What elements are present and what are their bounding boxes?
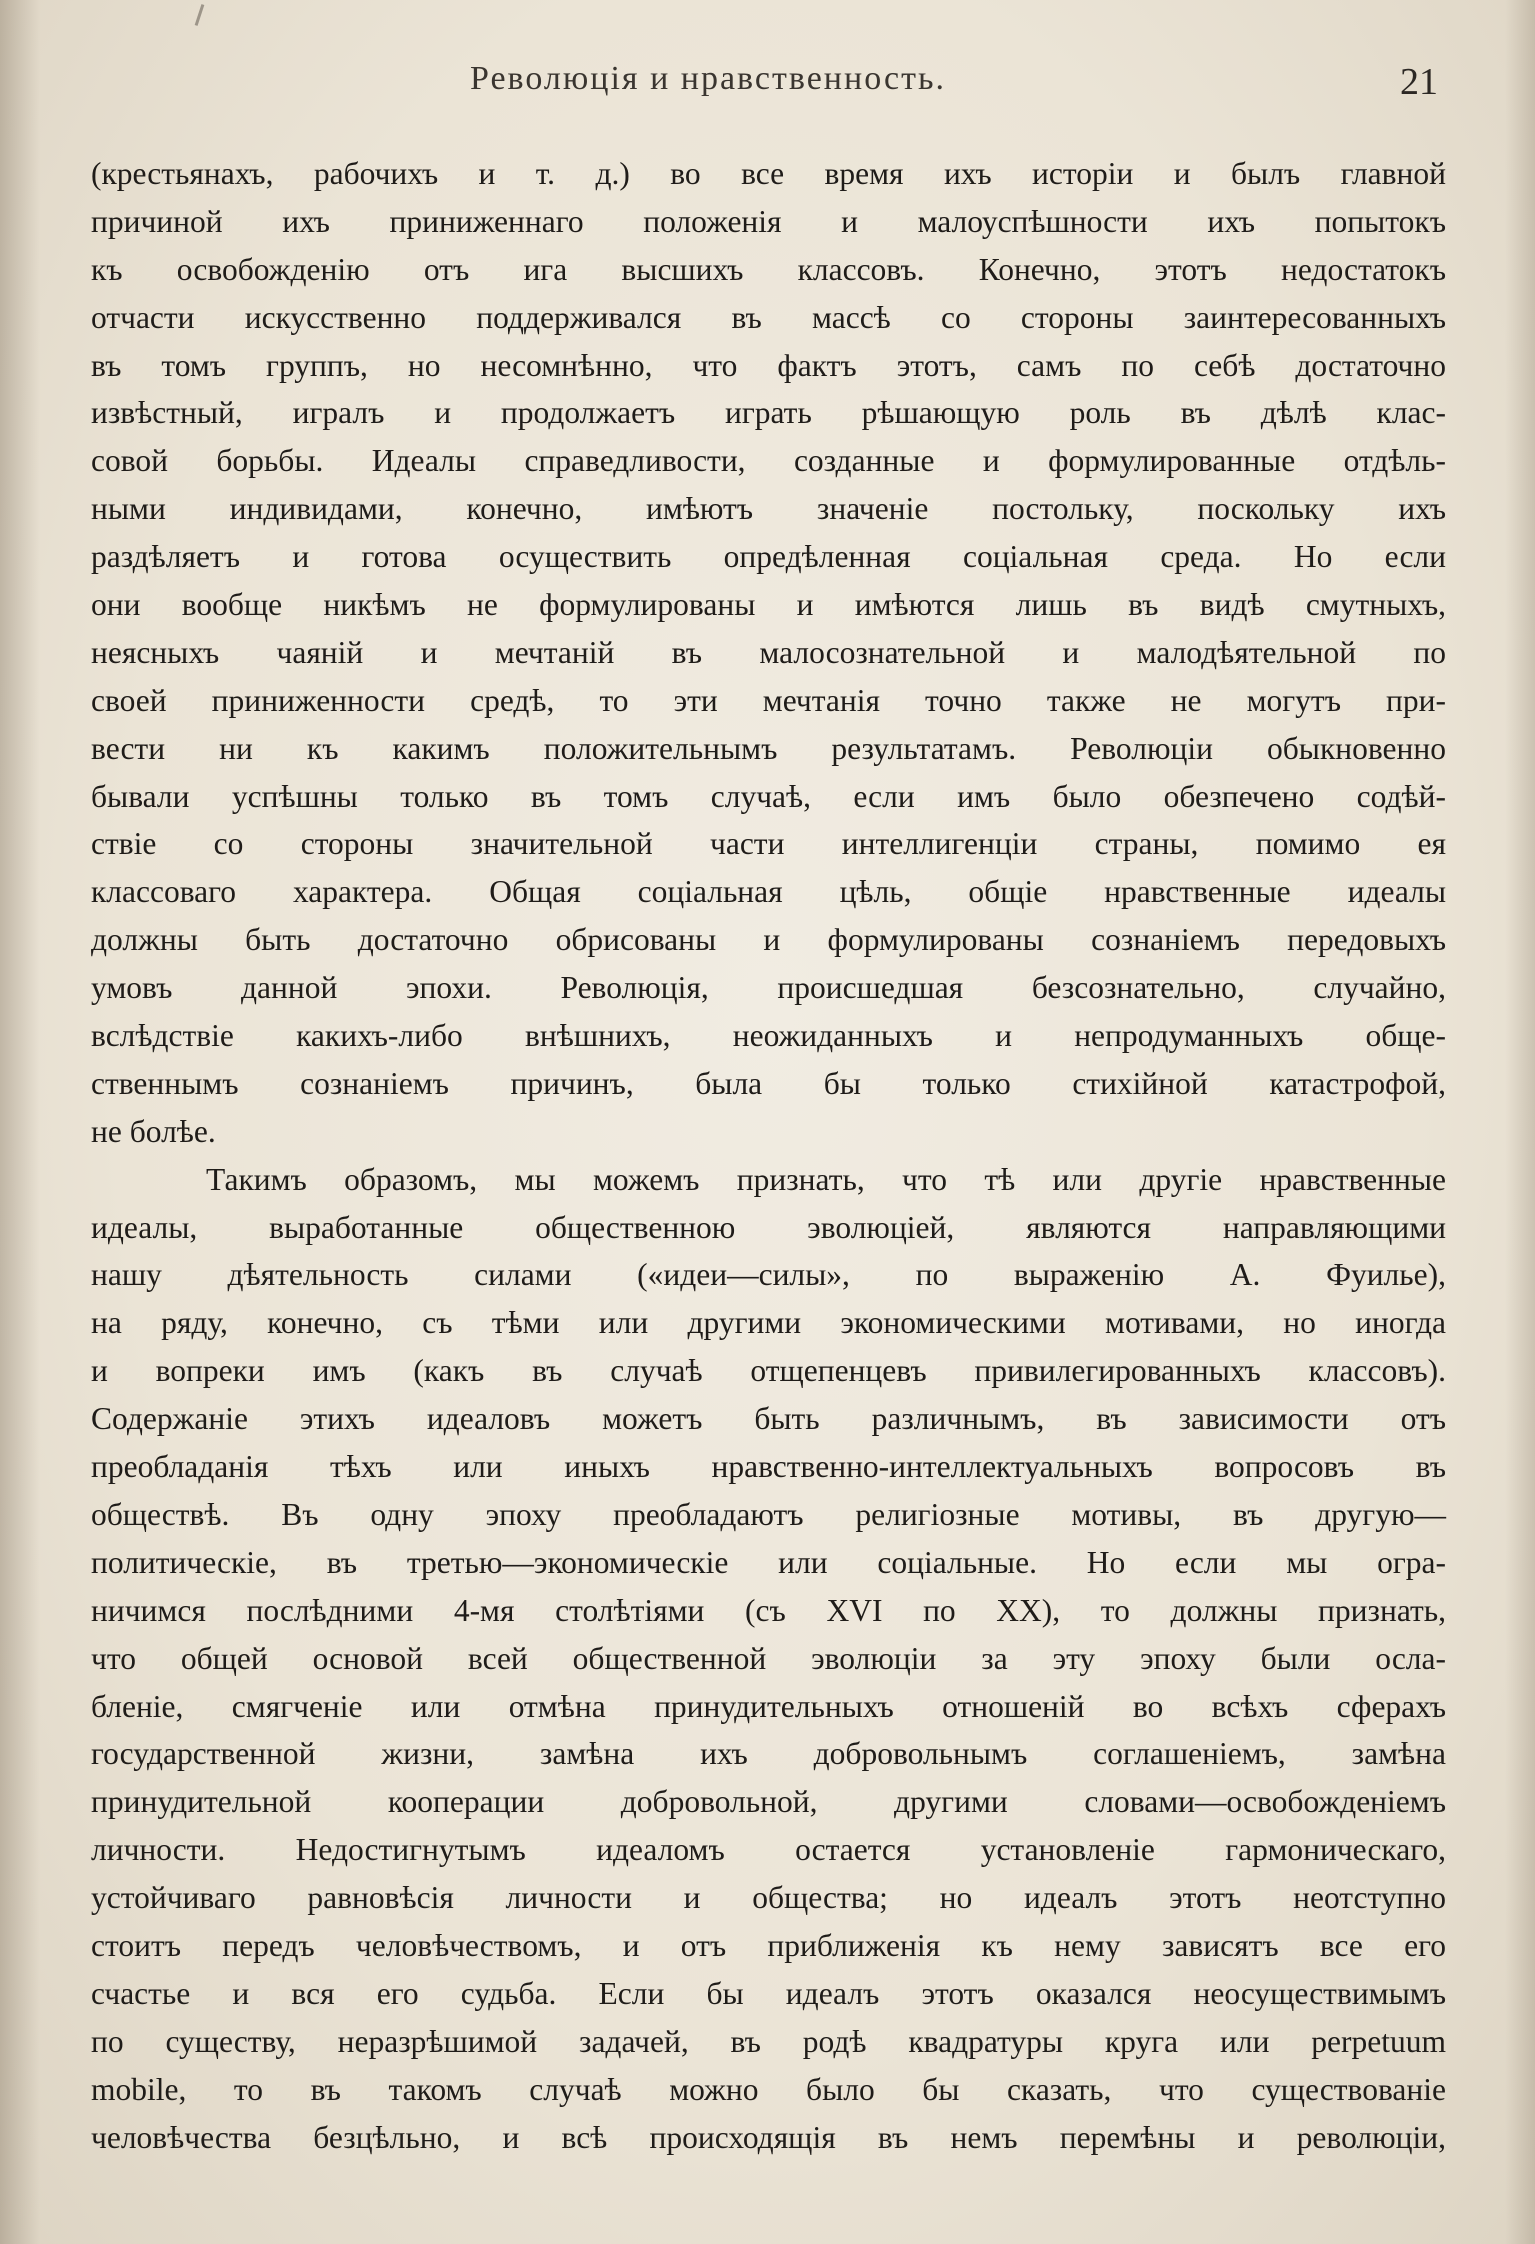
text-line: по существу, неразрѣшимой задачей, въ родѣ квадратуры круга или perpetuum [91, 2023, 1446, 2059]
text-line: ными индивидами, конечно, имѣютъ значеніе постольку, поскольку ихъ [91, 491, 1446, 527]
text-line: ствіе со стороны значительной части интеллигенціи страны, помимо ея [91, 826, 1446, 862]
text-line: отчасти искусственно поддерживался въ массѣ со стороны заинтересованныхъ [91, 299, 1446, 335]
text-line: бленіе, смягченіе или отмѣна принудительныхъ отношеній во всѣхъ сферахъ [91, 1688, 1446, 1724]
text-line: устойчиваго равновѣсія личности и общества; но идеалъ этотъ неотступно [91, 1880, 1446, 1916]
text-line: въ томъ группъ, но несомнѣнно, что фактъ этотъ, самъ по себѣ достаточно [91, 347, 1446, 383]
text-line: mobile, то въ такомъ случаѣ можно было бы сказать, что существованіе [91, 2071, 1446, 2107]
page-number: 21 [1400, 61, 1438, 103]
text-line: нашу дѣятельность силами («идеи—силы», по выраженію А. Фуилье), [91, 1257, 1446, 1293]
text-line: вслѣдствіе какихъ-либо внѣшнихъ, неожиданныхъ и непродуманныхъ обще- [91, 1018, 1446, 1054]
text-line: классоваго характера. Общая соціальная цѣль, общіе нравственные идеалы [91, 874, 1446, 910]
text-line: ственнымъ сознаніемъ причинъ, была бы только стихійной катастрофой, [91, 1065, 1446, 1101]
text-line: государственной жизни, замѣна ихъ добровольнымъ соглашеніемъ, замѣна [91, 1736, 1446, 1772]
text-line: счастье и вся его судьба. Если бы идеалъ этотъ оказался неосуществимымъ [91, 1975, 1446, 2011]
text-line: стоитъ передъ человѣчествомъ, и отъ приближенія къ нему зависятъ все его [91, 1927, 1446, 1963]
text-line: преобладанія тѣхъ или иныхъ нравственно-интеллектуальныхъ вопросовъ въ [91, 1449, 1446, 1485]
text-line: обществѣ. Въ одну эпоху преобладаютъ религіозные мотивы, въ другую— [91, 1496, 1446, 1532]
text-line: должны быть достаточно обрисованы и формулированы сознаніемъ передовыхъ [91, 922, 1446, 958]
text-line: принудительной кооперации добровольной, другими словами—освобожденіемъ [91, 1784, 1446, 1820]
text-line: не болѣе. [91, 1113, 216, 1149]
text-line: человѣчества безцѣльно, и всѣ происходящія въ немъ перемѣны и революціи, [91, 2119, 1446, 2155]
text-line: Содержаніе этихъ идеаловъ можетъ быть различнымъ, въ зависимости отъ [91, 1401, 1446, 1437]
text-line: политическіе, въ третью—экономическіе или соціальные. Но если мы огра- [91, 1544, 1446, 1580]
text-line: и вопреки имъ (какъ въ случаѣ отщепенцевъ привилегированныхъ классовъ). [91, 1353, 1446, 1389]
text-line: раздѣляетъ и готова осуществить опредѣленная соціальная среда. Но если [91, 539, 1446, 575]
text-line: личности. Недостигнутымъ идеаломъ остается установленіе гармоническаго, [91, 1832, 1446, 1868]
text-line: умовъ данной эпохи. Революція, происшедшая безсознательно, случайно, [91, 970, 1446, 1006]
text-line: (крестьянахъ, рабочихъ и т. д.) во все время ихъ исторіи и былъ главной [91, 156, 1446, 191]
text-line: извѣстный, игралъ и продолжаетъ играть рѣшающую роль въ дѣлѣ клас- [91, 395, 1446, 431]
text-line: неясныхъ чаяній и мечтаній въ малосознательной и малодѣятельной по [91, 634, 1446, 670]
page-edge-shadow-right [1505, 0, 1535, 2244]
text-line: своей приниженности средѣ, то эти мечтанія точно также не могутъ при- [91, 682, 1446, 718]
body-text [91, 150, 1446, 2161]
pencil-mark [195, 4, 205, 26]
text-line: идеалы, выработанные общественною эволюціей, являются направляющими [91, 1209, 1446, 1245]
text-line: причиной ихъ приниженнаго положенія и малоуспѣшности ихъ попытокъ [91, 203, 1446, 239]
text-line: что общей основой всей общественной эволюціи за эту эпоху были осла- [91, 1640, 1446, 1676]
text-line: Такимъ образомъ, мы можемъ признать, что тѣ или другіе нравственные [206, 1161, 1446, 1197]
text-line: они вообще никѣмъ не формулированы и имѣются лишь въ видѣ смутныхъ, [91, 587, 1446, 623]
running-title: Революція и нравственность. [470, 60, 946, 97]
text-line: вести ни къ какимъ положительнымъ результатамъ. Революціи обыкновенно [91, 730, 1446, 766]
text-line: бывали успѣшны только въ томъ случаѣ, если имъ было обезпечено содѣй- [91, 778, 1446, 814]
text-line: къ освобожденію отъ ига высшихъ классовъ. Конечно, этотъ недостатокъ [91, 251, 1446, 287]
text-line: на ряду, конечно, съ тѣми или другими экономическими мотивами, но иногда [91, 1305, 1446, 1341]
text-line: ничимся послѣдними 4-мя столѣтіями (съ XVI по XX), то должны признать, [91, 1592, 1446, 1628]
page-edge-shadow-left [0, 0, 40, 2244]
text-line: совой борьбы. Идеалы справедливости, созданные и формулированные отдѣль- [91, 443, 1446, 479]
